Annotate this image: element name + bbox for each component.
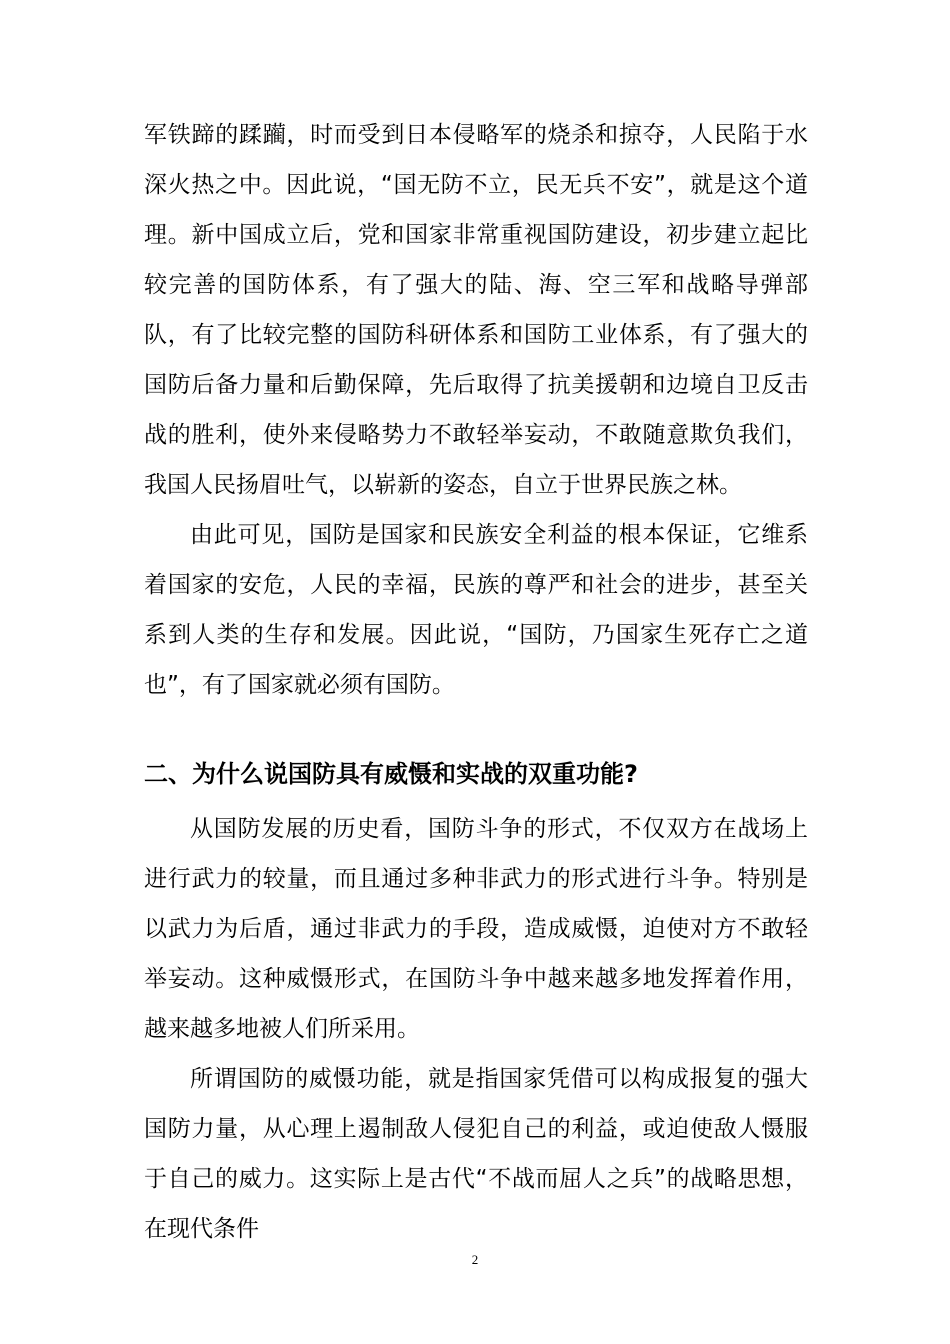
- page-number: 2: [471, 1252, 479, 1267]
- body-paragraph: 由此可见，国防是国家和民族安全利益的根本保证，它维系着国家的安危，人民的幸福，民族的尊严和社会的进步，甚至关系到人类的生存和发展。因此说，“国防，乃国家生死存亡之道也”，有了国家就必须有国防。: [144, 522, 808, 698]
- section-heading: 二、为什么说国防具有威慑和实战的双重功能?: [144, 760, 638, 788]
- body-paragraph: 从国防发展的历史看，国防斗争的形式，不仅双方在战场上进行武力的较量，而且通过多种非武力的形式进行斗争。特别是以武力为后盾，通过非武力的手段，造成威慑，迫使对方不敢轻举妄动。这种威慑形式，在国防斗争中越来越多地发挥着作用，越来越多地被人们所采用。: [144, 816, 808, 1042]
- body-paragraph: 所谓国防的威慑功能，就是指国家凭借可以构成报复的强大国防力量，从心理上遏制敌人侵犯自己的利益，或迫使敌人慑服于自己的威力。这实际上是古代“不战而屈人之兵”的战略思想，在现代条件: [144, 1066, 808, 1242]
- page-content: [144, 110, 808, 1254]
- body-paragraph-continued: 军铁蹄的蹂躏，时而受到日本侵略军的烧杀和掠夺，人民陷于水深火热之中。因此说，“国无防不立，民无兵不安”，就是这个道理。新中国成立后，党和国家非常重视国防建设，初步建立起比较完善的国防体系，有了强大的陆、海、空三军和战略导弹部队，有了比较完整的国防科研体系和国防工业体系，有了强大的国防后备力量和后勤保障，先后取得了抗美援朝和边境自卫反击战的胜利，使外来侵略势力不敢轻举妄动，不敢随意欺负我们，我国人民扬眉吐气，以崭新的姿态，自立于世界民族之林。: [144, 122, 808, 498]
